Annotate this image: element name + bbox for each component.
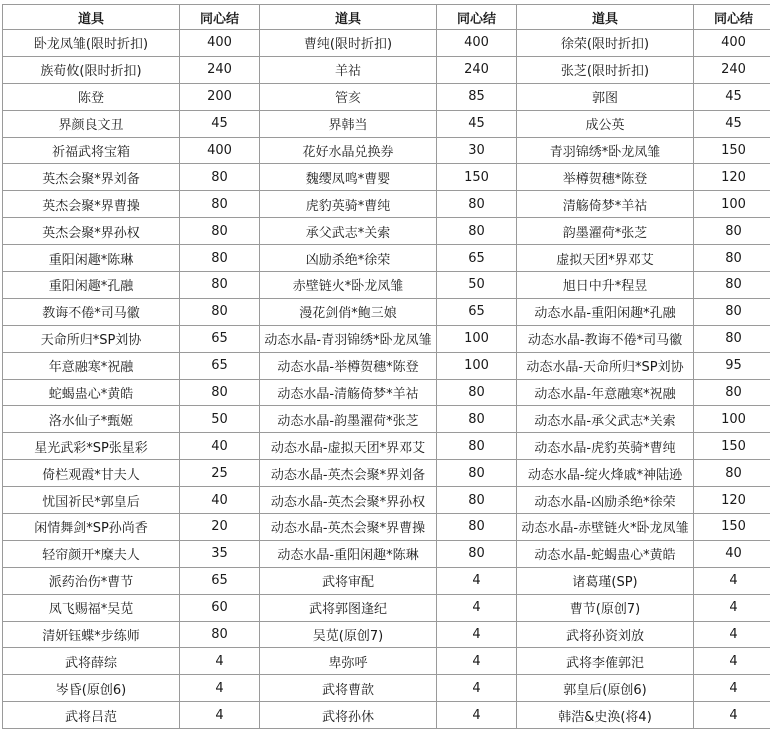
item-name-cell: 动态水晶-虎豹英骑*曹纯 [517, 433, 694, 460]
item-name-cell: 清觞倚梦*羊祜 [517, 191, 694, 218]
cost-value-cell: 4 [437, 675, 517, 702]
table-row [3, 110, 770, 137]
item-name-cell: 诸葛瑾(SP) [517, 567, 694, 594]
cost-value-cell: 65 [437, 298, 517, 325]
cost-value-cell: 25 [180, 460, 260, 487]
cost-value-cell: 80 [437, 487, 517, 514]
cost-value-cell: 80 [437, 460, 517, 487]
item-name-cell: 曹纯(限时折扣) [260, 30, 437, 57]
cost-value-cell: 80 [694, 325, 770, 352]
cost-value-cell: 400 [694, 30, 770, 57]
cost-value-cell: 40 [180, 487, 260, 514]
cost-value-cell: 4 [694, 675, 770, 702]
item-name-cell: 忧国祈民*郭皇后 [3, 487, 180, 514]
item-name-cell: 武将曹歆 [260, 675, 437, 702]
item-name-cell: 动态水晶-英杰会聚*界刘备 [260, 460, 437, 487]
cost-value-cell: 80 [694, 272, 770, 299]
cost-value-cell: 65 [180, 567, 260, 594]
cost-value-cell: 40 [694, 540, 770, 567]
cost-value-cell: 4 [437, 702, 517, 729]
cost-value-cell: 120 [694, 487, 770, 514]
item-name-cell: 倚栏观霞*甘夫人 [3, 460, 180, 487]
item-name-cell: 动态水晶-天命所归*SP刘协 [517, 352, 694, 379]
item-name-cell: 武将吕范 [3, 702, 180, 729]
cost-value-cell: 80 [437, 433, 517, 460]
table-row [3, 514, 770, 541]
cost-value-cell: 100 [694, 191, 770, 218]
cost-value-cell: 80 [180, 298, 260, 325]
cost-value-cell: 4 [694, 567, 770, 594]
cost-value-cell: 4 [437, 567, 517, 594]
cost-value-cell: 60 [180, 594, 260, 621]
table-row [3, 433, 770, 460]
header-cost-1: 同心结 [180, 5, 260, 30]
cost-value-cell: 80 [180, 191, 260, 218]
item-name-cell: 岑昏(原创6) [3, 675, 180, 702]
item-name-cell: 动态水晶-韵墨濯荷*张芝 [260, 406, 437, 433]
cost-value-cell: 85 [437, 83, 517, 110]
cost-value-cell: 100 [694, 406, 770, 433]
cost-value-cell: 4 [694, 648, 770, 675]
item-name-cell: 轻帘颜开*糜夫人 [3, 540, 180, 567]
cost-value-cell: 80 [437, 514, 517, 541]
item-name-cell: 吴苋(原创7) [260, 621, 437, 648]
cost-value-cell: 240 [437, 56, 517, 83]
item-name-cell: 动态水晶-重阳闲趣*陈琳 [260, 540, 437, 567]
item-name-cell: 漫花剑俏*鲍三娘 [260, 298, 437, 325]
cost-value-cell: 4 [180, 675, 260, 702]
table-row [3, 325, 770, 352]
item-name-cell: 武将薛综 [3, 648, 180, 675]
cost-value-cell: 80 [694, 298, 770, 325]
item-name-cell: 年意融寒*祝融 [3, 352, 180, 379]
cost-value-cell: 240 [180, 56, 260, 83]
item-name-cell: 承父武志*关索 [260, 218, 437, 245]
cost-value-cell: 4 [180, 648, 260, 675]
item-name-cell: 成公英 [517, 110, 694, 137]
item-name-cell: 武将孙休 [260, 702, 437, 729]
item-name-cell: 英杰会聚*界孙权 [3, 218, 180, 245]
table-row [3, 460, 770, 487]
item-name-cell: 花好水晶兑换券 [260, 137, 437, 164]
cost-value-cell: 80 [437, 379, 517, 406]
cost-value-cell: 400 [437, 30, 517, 57]
cost-value-cell: 45 [694, 83, 770, 110]
header-row [3, 5, 770, 30]
table-row [3, 218, 770, 245]
cost-value-cell: 150 [437, 164, 517, 191]
cost-value-cell: 150 [694, 433, 770, 460]
item-name-cell: 陈登 [3, 83, 180, 110]
item-name-cell: 动态水晶-清觞倚梦*羊祜 [260, 379, 437, 406]
table-row [3, 621, 770, 648]
table-row [3, 272, 770, 299]
cost-value-cell: 20 [180, 514, 260, 541]
cost-value-cell: 80 [694, 245, 770, 272]
cost-value-cell: 150 [694, 137, 770, 164]
item-name-cell: 英杰会聚*界刘备 [3, 164, 180, 191]
cost-value-cell: 80 [180, 272, 260, 299]
item-name-cell: 赤壁链火*卧龙凤雏 [260, 272, 437, 299]
cost-value-cell: 150 [694, 514, 770, 541]
item-name-cell: 动态水晶-虚拟天团*界邓艾 [260, 433, 437, 460]
table-row [3, 191, 770, 218]
item-name-cell: 虚拟天团*界邓艾 [517, 245, 694, 272]
item-name-cell: 动态水晶-青羽锦绣*卧龙凤雏 [260, 325, 437, 352]
cost-value-cell: 80 [180, 245, 260, 272]
table-row [3, 406, 770, 433]
header-cost-3: 同心结 [694, 5, 770, 30]
item-name-cell: 蛇蝎蛊心*黄皓 [3, 379, 180, 406]
cost-value-cell: 50 [437, 272, 517, 299]
cost-value-cell: 65 [180, 325, 260, 352]
item-name-cell: 羊祜 [260, 56, 437, 83]
cost-value-cell: 45 [694, 110, 770, 137]
item-name-cell: 动态水晶-蛇蝎蛊心*黄皓 [517, 540, 694, 567]
item-name-cell: 郭图 [517, 83, 694, 110]
item-name-cell: 曹节(原创7) [517, 594, 694, 621]
item-name-cell: 动态水晶-英杰会聚*界孙权 [260, 487, 437, 514]
item-name-cell: 动态水晶-凶励杀绝*徐荣 [517, 487, 694, 514]
item-name-cell: 洛水仙子*甄姬 [3, 406, 180, 433]
exchange-table [2, 4, 770, 729]
table-row [3, 352, 770, 379]
item-name-cell: 界颜良文丑 [3, 110, 180, 137]
item-name-cell: 卧龙凤雏(限时折扣) [3, 30, 180, 57]
header-item-3: 道具 [517, 5, 694, 30]
item-name-cell: 旭日中升*程昱 [517, 272, 694, 299]
cost-value-cell: 80 [180, 621, 260, 648]
cost-value-cell: 50 [180, 406, 260, 433]
cost-value-cell: 80 [180, 379, 260, 406]
cost-value-cell: 35 [180, 540, 260, 567]
item-name-cell: 动态水晶-教诲不倦*司马徽 [517, 325, 694, 352]
table-row [3, 83, 770, 110]
item-name-cell: 魏缨凤鸣*曹婴 [260, 164, 437, 191]
item-name-cell: 郭皇后(原创6) [517, 675, 694, 702]
table-row [3, 702, 770, 729]
item-name-cell: 祈福武将宝箱 [3, 137, 180, 164]
item-name-cell: 徐荣(限时折扣) [517, 30, 694, 57]
cost-value-cell: 30 [437, 137, 517, 164]
cost-value-cell: 120 [694, 164, 770, 191]
table-row [3, 298, 770, 325]
cost-value-cell: 100 [437, 325, 517, 352]
table-row [3, 567, 770, 594]
cost-value-cell: 4 [694, 621, 770, 648]
table-body [3, 30, 770, 729]
item-name-cell: 重阳闲趣*陈琳 [3, 245, 180, 272]
item-name-cell: 武将审配 [260, 567, 437, 594]
cost-value-cell: 80 [437, 191, 517, 218]
item-name-cell: 动态水晶-年意融寒*祝融 [517, 379, 694, 406]
cost-value-cell: 100 [437, 352, 517, 379]
item-name-cell: 凶励杀绝*徐荣 [260, 245, 437, 272]
item-name-cell: 闲情舞剑*SP孙尚香 [3, 514, 180, 541]
cost-value-cell: 65 [180, 352, 260, 379]
table-row [3, 487, 770, 514]
item-name-cell: 动态水晶-绽火烽戚*神陆逊 [517, 460, 694, 487]
cost-value-cell: 4 [180, 702, 260, 729]
cost-value-cell: 80 [694, 379, 770, 406]
item-name-cell: 星光武彩*SP张星彩 [3, 433, 180, 460]
cost-value-cell: 40 [180, 433, 260, 460]
item-name-cell: 武将李傕郭汜 [517, 648, 694, 675]
item-name-cell: 举樽贺穗*陈登 [517, 164, 694, 191]
cost-value-cell: 95 [694, 352, 770, 379]
table-row [3, 137, 770, 164]
cost-value-cell: 45 [437, 110, 517, 137]
item-name-cell: 卑弥呼 [260, 648, 437, 675]
cost-value-cell: 400 [180, 137, 260, 164]
cost-value-cell: 80 [180, 218, 260, 245]
item-name-cell: 青羽锦绣*卧龙凤雏 [517, 137, 694, 164]
item-name-cell: 虎豹英骑*曹纯 [260, 191, 437, 218]
table-row [3, 30, 770, 57]
cost-value-cell: 45 [180, 110, 260, 137]
table-row [3, 594, 770, 621]
cost-value-cell: 400 [180, 30, 260, 57]
table-row [3, 379, 770, 406]
table-row [3, 164, 770, 191]
cost-value-cell: 80 [437, 406, 517, 433]
item-name-cell: 清妍钰蝶*步练师 [3, 621, 180, 648]
table-row [3, 648, 770, 675]
cost-value-cell: 80 [180, 164, 260, 191]
header-item-2: 道具 [260, 5, 437, 30]
cost-value-cell: 4 [694, 594, 770, 621]
item-name-cell: 重阳闲趣*孔融 [3, 272, 180, 299]
cost-value-cell: 4 [694, 702, 770, 729]
item-name-cell: 韩浩&史涣(将4) [517, 702, 694, 729]
cost-value-cell: 80 [694, 460, 770, 487]
cost-value-cell: 80 [694, 218, 770, 245]
item-name-cell: 动态水晶-举樽贺穗*陈登 [260, 352, 437, 379]
cost-value-cell: 4 [437, 594, 517, 621]
item-name-cell: 武将郭图逢纪 [260, 594, 437, 621]
item-name-cell: 界韩当 [260, 110, 437, 137]
item-name-cell: 管亥 [260, 83, 437, 110]
item-name-cell: 教诲不倦*司马徽 [3, 298, 180, 325]
cost-value-cell: 80 [437, 540, 517, 567]
table-row [3, 675, 770, 702]
item-name-cell: 英杰会聚*界曹操 [3, 191, 180, 218]
item-name-cell: 动态水晶-重阳闲趣*孔融 [517, 298, 694, 325]
item-name-cell: 派药治伤*曹节 [3, 567, 180, 594]
cost-value-cell: 4 [437, 648, 517, 675]
table-row [3, 56, 770, 83]
item-name-cell: 动态水晶-赤壁链火*卧龙凤雏 [517, 514, 694, 541]
table-row [3, 540, 770, 567]
cost-value-cell: 200 [180, 83, 260, 110]
cost-value-cell: 240 [694, 56, 770, 83]
header-cost-2: 同心结 [437, 5, 517, 30]
item-name-cell: 凤飞赐福*吴苋 [3, 594, 180, 621]
item-name-cell: 天命所归*SP刘协 [3, 325, 180, 352]
table-row [3, 245, 770, 272]
item-name-cell: 张芝(限时折扣) [517, 56, 694, 83]
item-name-cell: 武将孙资刘放 [517, 621, 694, 648]
item-name-cell: 韵墨濯荷*张芝 [517, 218, 694, 245]
item-name-cell: 动态水晶-承父武志*关索 [517, 406, 694, 433]
cost-value-cell: 65 [437, 245, 517, 272]
item-name-cell: 族荀攸(限时折扣) [3, 56, 180, 83]
header-item-1: 道具 [3, 5, 180, 30]
cost-value-cell: 4 [437, 621, 517, 648]
cost-value-cell: 80 [437, 218, 517, 245]
item-name-cell: 动态水晶-英杰会聚*界曹操 [260, 514, 437, 541]
